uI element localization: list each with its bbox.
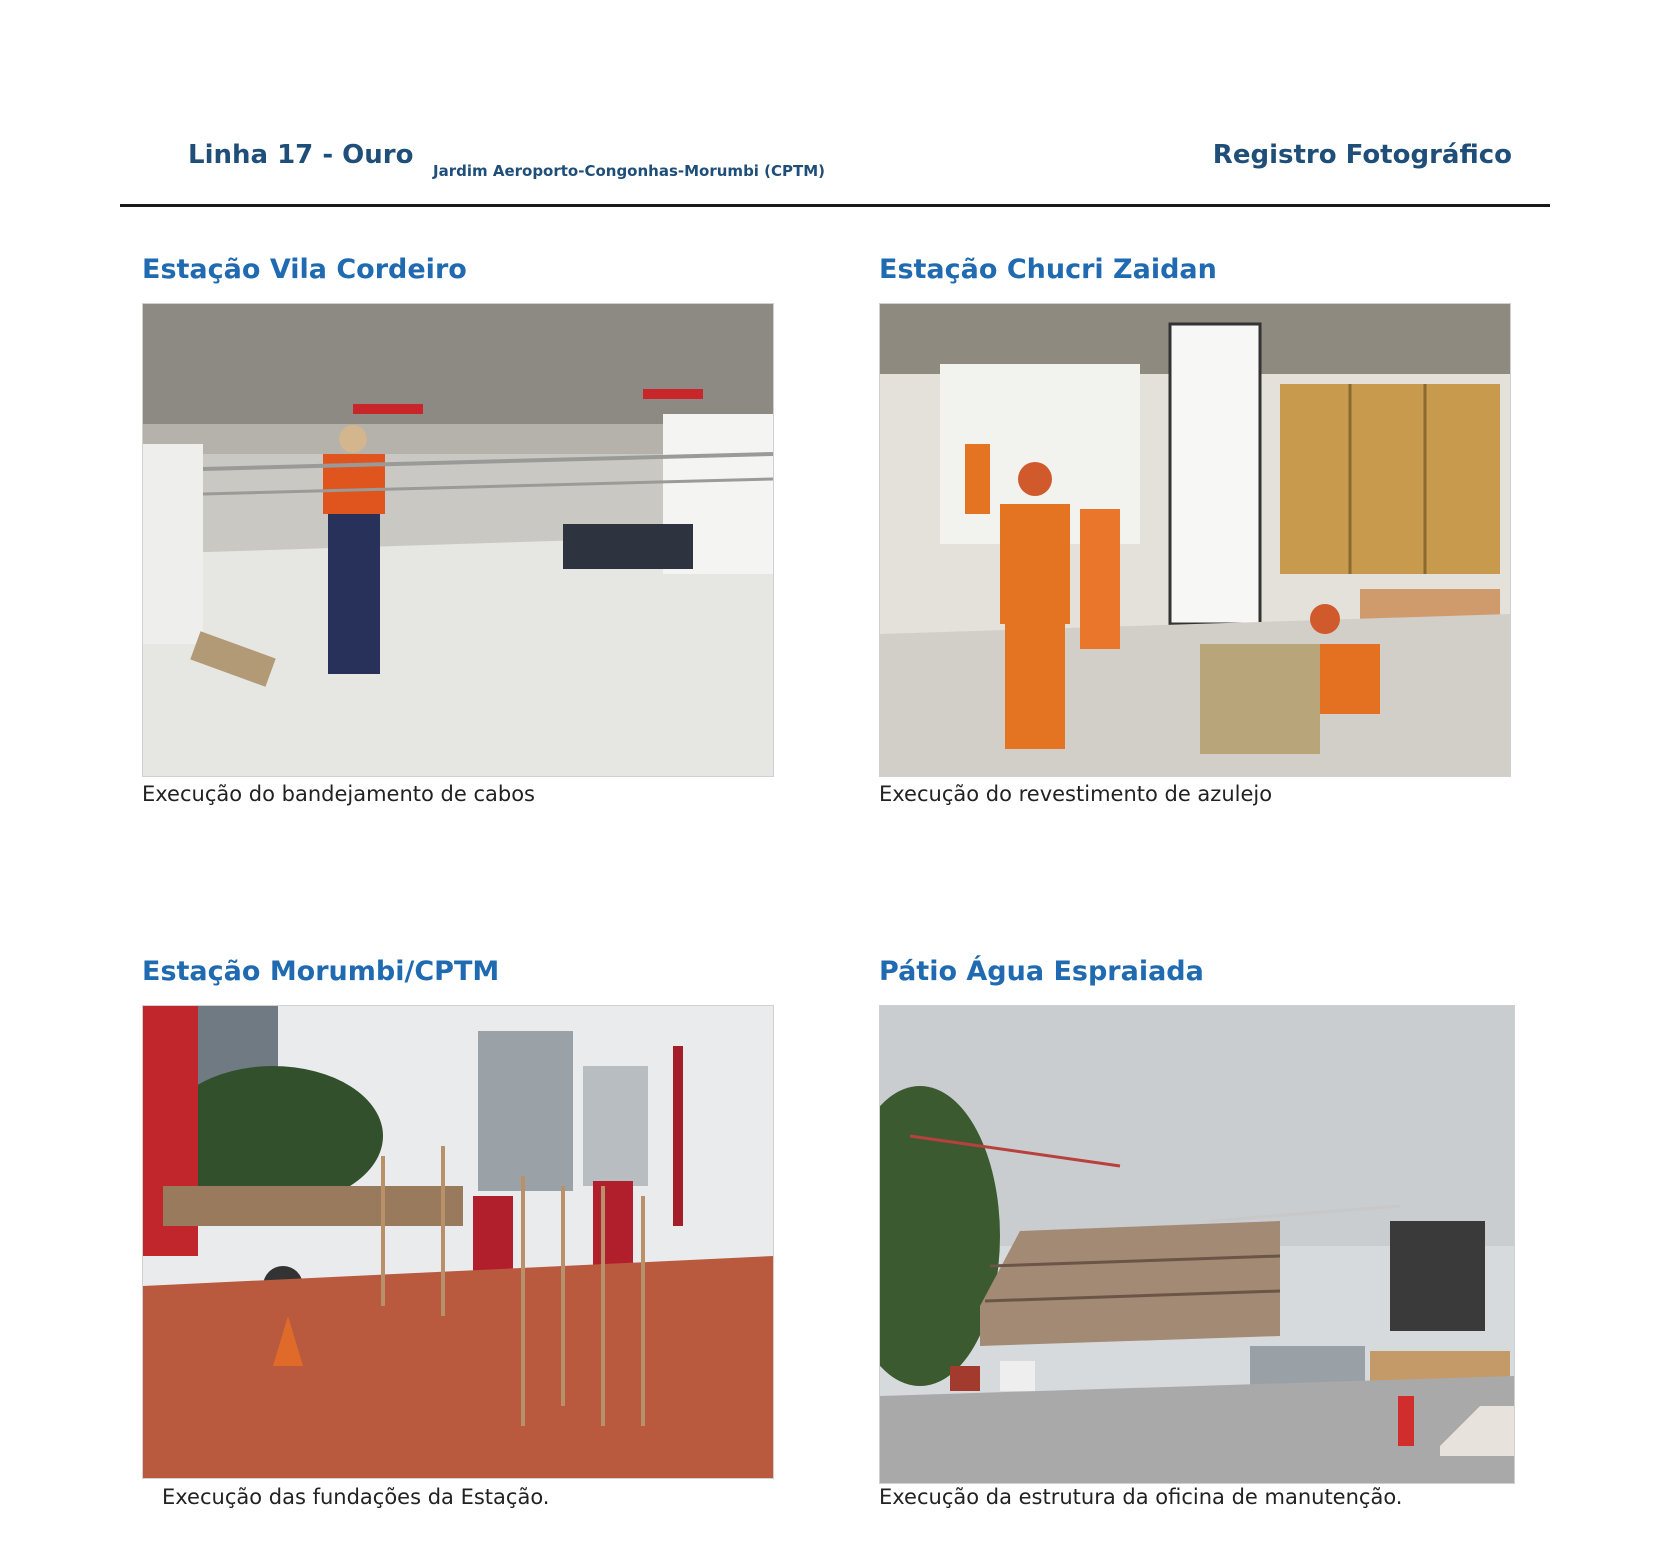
- header-divider: [120, 204, 1550, 207]
- photo-morumbi-cptm: [142, 1005, 774, 1479]
- photo-patio-agua-espraiada: [879, 1005, 1515, 1484]
- document-subtitle: Jardim Aeroporto-Congonhas-Morumbi (CPTM): [433, 162, 826, 180]
- caption-patio-agua-espraiada: Execução da estrutura da oficina de manutenção.: [879, 1485, 1403, 1509]
- section-title-morumbi-cptm: Estação Morumbi/CPTM: [142, 956, 500, 987]
- caption-chucri-zaidan: Execução do revestimento de azulejo: [879, 782, 1273, 806]
- caption-vila-cordeiro: Execução do bandejamento de cabos: [142, 782, 535, 806]
- photo-vila-cordeiro: [142, 303, 774, 777]
- photo-chucri-zaidan: [879, 303, 1511, 777]
- caption-morumbi-cptm: Execução das fundações da Estação.: [162, 1485, 550, 1509]
- document-title: Linha 17 - Ouro: [188, 140, 414, 170]
- document-section-label: Registro Fotográfico: [1212, 140, 1512, 170]
- section-title-chucri-zaidan: Estação Chucri Zaidan: [879, 254, 1217, 285]
- section-title-vila-cordeiro: Estação Vila Cordeiro: [142, 254, 467, 285]
- section-title-patio-agua-espraiada: Pátio Água Espraiada: [879, 956, 1204, 987]
